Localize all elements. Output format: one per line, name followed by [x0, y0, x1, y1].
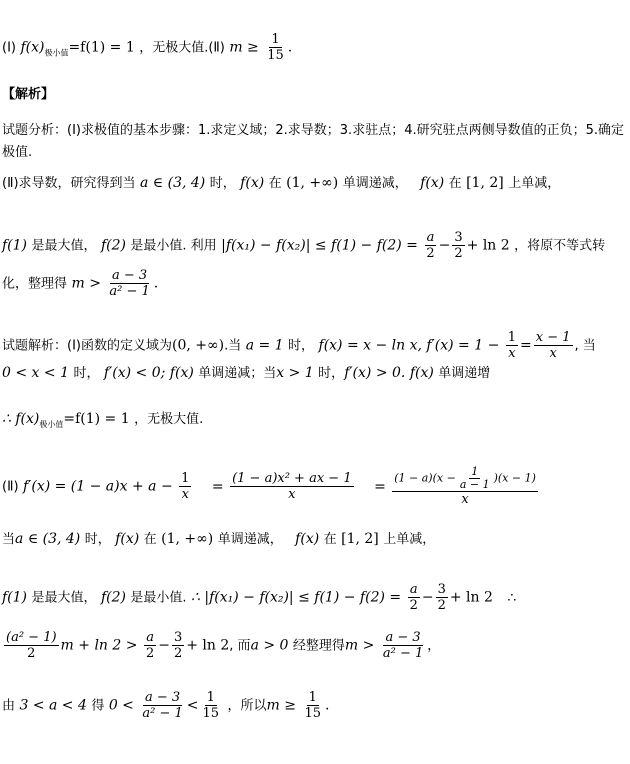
math: f(x) — [169, 365, 194, 381]
fraction — [424, 230, 436, 261]
text: 上单减， — [508, 176, 561, 191]
text: ，所以 — [227, 698, 267, 714]
operator: − — [421, 589, 434, 606]
inner-fraction — [458, 466, 492, 491]
numerator: 1 — [308, 690, 317, 705]
solution-line-1 — [2, 330, 596, 361]
math: [1, 2] — [466, 175, 504, 191]
math: f(x) — [240, 175, 265, 191]
fraction-numerator: 1 — [271, 32, 280, 47]
text: 在 — [268, 176, 282, 191]
part2-label: (Ⅱ) — [208, 40, 225, 56]
fraction — [408, 582, 420, 613]
math: 0 < x < 1 — [2, 365, 69, 381]
math: f(1) — [2, 237, 28, 254]
numerator: a — [409, 582, 418, 597]
fraction — [392, 466, 538, 507]
math: ∴ |f(x₁) − f(x₂)| ≤ f(1) − f(2) = — [191, 589, 402, 606]
math: f′(x) = (1 − a)x + a − — [23, 478, 173, 495]
math: x > 1 — [276, 365, 314, 381]
math: f(1) — [2, 589, 28, 606]
solution-line-2 — [2, 364, 490, 383]
denominator: 2 — [409, 598, 418, 613]
math: =f(1) = 1 — [63, 411, 130, 427]
denominator: a² − 1 — [142, 706, 183, 721]
math: f′(x) > 0. — [344, 365, 406, 381]
text: ，无极大值. — [134, 412, 204, 427]
text: .当 — [224, 338, 242, 354]
math: (0, +∞) — [171, 337, 225, 354]
text: ，将原不等式转 — [514, 238, 606, 254]
denominator: x — [508, 346, 516, 361]
math: f(2) — [100, 589, 126, 606]
numerator: a − 3 — [111, 268, 148, 283]
numerator: a − 3 — [385, 630, 421, 645]
math: |f(x₁) − f(x₂)| ≤ f(1) − f(2) = — [221, 237, 418, 254]
solution-line-7 — [2, 630, 440, 661]
text: , 当 — [574, 338, 596, 354]
denominator: 15 — [202, 706, 220, 721]
numerator: 3 — [437, 582, 446, 597]
math: f′(x) < 0; — [103, 365, 166, 381]
numerator: 1 — [471, 465, 479, 478]
text: 单调递减， — [342, 176, 408, 191]
math: + ln 2 — [466, 237, 510, 254]
fraction — [201, 690, 222, 721]
math: (1, +∞) — [161, 531, 214, 547]
fraction — [172, 630, 184, 661]
text: 时， — [84, 532, 111, 547]
operator: < — [186, 697, 199, 714]
fraction — [140, 690, 184, 721]
no-max-text: ，无极大值. — [139, 40, 209, 56]
denominator: x — [288, 487, 296, 502]
text: 单调递减， — [217, 532, 283, 547]
fraction — [230, 471, 354, 502]
numerator: 1 — [206, 690, 215, 705]
text: 在 — [143, 532, 157, 547]
math: f(x) — [420, 175, 445, 191]
denominator: x — [549, 346, 557, 361]
solution-line-8 — [2, 690, 329, 721]
text: 是最小值. — [130, 590, 187, 606]
numerator: (a² − 1) — [6, 630, 57, 645]
operator: = — [520, 337, 532, 354]
denominator: x — [181, 487, 189, 502]
answer-end: . — [287, 39, 293, 56]
operator: − — [438, 237, 451, 254]
text: (Ⅱ) — [2, 479, 19, 495]
math: ∴ f(x) — [2, 411, 40, 427]
denominator: a² − 1 — [109, 284, 150, 299]
answer-fraction — [265, 32, 286, 63]
math: m + ln 2 > — [60, 637, 138, 654]
operator: − — [158, 637, 170, 654]
text: , 而 — [229, 638, 251, 654]
numerator: x − 1 — [535, 330, 571, 345]
fraction — [144, 630, 156, 661]
fraction — [506, 330, 518, 361]
denominator: 2 — [173, 646, 183, 661]
denominator: 2 — [454, 246, 463, 261]
math: f(x) = x − ln x, f′(x) = 1 − — [318, 337, 500, 354]
solution-line-3 — [2, 410, 203, 434]
denominator: 15 — [304, 706, 321, 721]
text: ， — [427, 638, 441, 654]
text: 由 — [2, 698, 16, 714]
text: 是最小值. 利用 — [130, 238, 217, 254]
math: (1 − a)(x − — [394, 471, 456, 485]
text: (Ⅱ)求导数，研究得到当 — [2, 176, 136, 191]
denominator: a − 1 — [459, 478, 490, 491]
fraction — [302, 690, 323, 721]
text: 时， — [318, 366, 345, 381]
math: [1, 2] — [341, 531, 379, 547]
solution-line-6 — [2, 582, 516, 613]
fraction — [107, 268, 151, 299]
text: 在 — [323, 532, 337, 547]
text: 化，整理得 — [2, 276, 68, 292]
text: 时， — [288, 338, 315, 354]
solution-line-4 — [2, 466, 540, 507]
numerator: a — [146, 630, 154, 645]
math: a > 0 — [250, 637, 289, 654]
part1-label: (Ⅰ) — [2, 40, 16, 56]
math: )(x − 1) — [493, 471, 536, 485]
math: a ∈ (3, 4) — [140, 175, 206, 191]
math: 3 < a < 4 — [19, 697, 87, 714]
fraction — [452, 230, 464, 261]
text: 得 — [91, 698, 105, 714]
math: f(x) — [409, 365, 434, 381]
math: (1, +∞) — [286, 175, 339, 191]
fraction — [436, 582, 448, 613]
fx-symbol: f(x) — [20, 39, 45, 56]
fmin-value: =f(1) = 1 — [68, 39, 135, 56]
math: + ln 2 — [186, 637, 230, 654]
numerator: 1 — [181, 471, 190, 486]
numerator: 1 — [507, 330, 517, 345]
math: f(2) — [100, 237, 126, 254]
numerator: a − 3 — [144, 690, 181, 705]
numerator: 3 — [454, 230, 463, 245]
text: 单调递增 — [438, 366, 491, 381]
operator: = — [211, 478, 224, 495]
analysis-line-3 — [2, 230, 605, 261]
jiexi-header: 【解析】 — [2, 87, 55, 102]
analysis-line-1: 试题分析：(Ⅰ)求极值的基本步骤：1.求定义域；2.求导数；3.求驻点；4.研究驻点两侧导数值的正负；5.确定极值. — [2, 123, 624, 160]
therefore: ∴ — [507, 589, 517, 606]
math: m ≥ — [266, 697, 296, 714]
math: a = 1 — [245, 337, 284, 354]
denominator: 2 — [437, 598, 446, 613]
math: m > — [71, 275, 101, 292]
operator: = — [374, 478, 386, 495]
fraction — [381, 630, 425, 661]
denominator: x — [461, 492, 469, 507]
analysis-line-2 — [2, 174, 560, 193]
denominator: 2 — [426, 246, 435, 261]
text: 是最大值， — [31, 238, 97, 254]
text: 在 — [448, 176, 462, 191]
denominator: 2 — [27, 646, 36, 661]
solution-line-5 — [2, 530, 435, 549]
text: 单调递减；当 — [198, 366, 277, 381]
subscript: 极小值 — [39, 420, 64, 429]
denominator: 2 — [145, 646, 155, 661]
analysis-line-4 — [2, 268, 158, 299]
numerator: a — [426, 230, 435, 245]
fmin-subscript: 极小值 — [44, 48, 69, 58]
math: a ∈ (3, 4) — [15, 531, 81, 547]
math: f(x) — [295, 531, 320, 547]
numerator: 3 — [173, 630, 183, 645]
fraction — [179, 471, 191, 502]
text: 时， — [209, 176, 236, 191]
text: 当 — [2, 532, 16, 547]
text: 试题解析：(Ⅰ)函数的定义域为 — [2, 338, 172, 354]
text: 时， — [73, 366, 100, 381]
period: . — [324, 697, 330, 714]
text: 经整理得 — [292, 638, 345, 654]
numerator: (1 − a)x² + ax − 1 — [232, 471, 352, 486]
fraction-denominator: 15 — [267, 48, 284, 63]
denominator: a² − 1 — [382, 646, 424, 661]
text: 上单减， — [383, 532, 436, 547]
math: 0 < — [108, 697, 134, 714]
fraction — [4, 630, 59, 661]
numerator — [392, 466, 538, 492]
text: 是最大值， — [31, 590, 97, 606]
m-inequality: m ≥ — [229, 39, 259, 56]
math: m > — [344, 637, 375, 654]
answer-line — [2, 32, 292, 63]
period: . — [153, 275, 159, 292]
fraction — [534, 330, 573, 361]
math: + ln 2 — [449, 589, 493, 606]
math: f(x) — [115, 531, 140, 547]
